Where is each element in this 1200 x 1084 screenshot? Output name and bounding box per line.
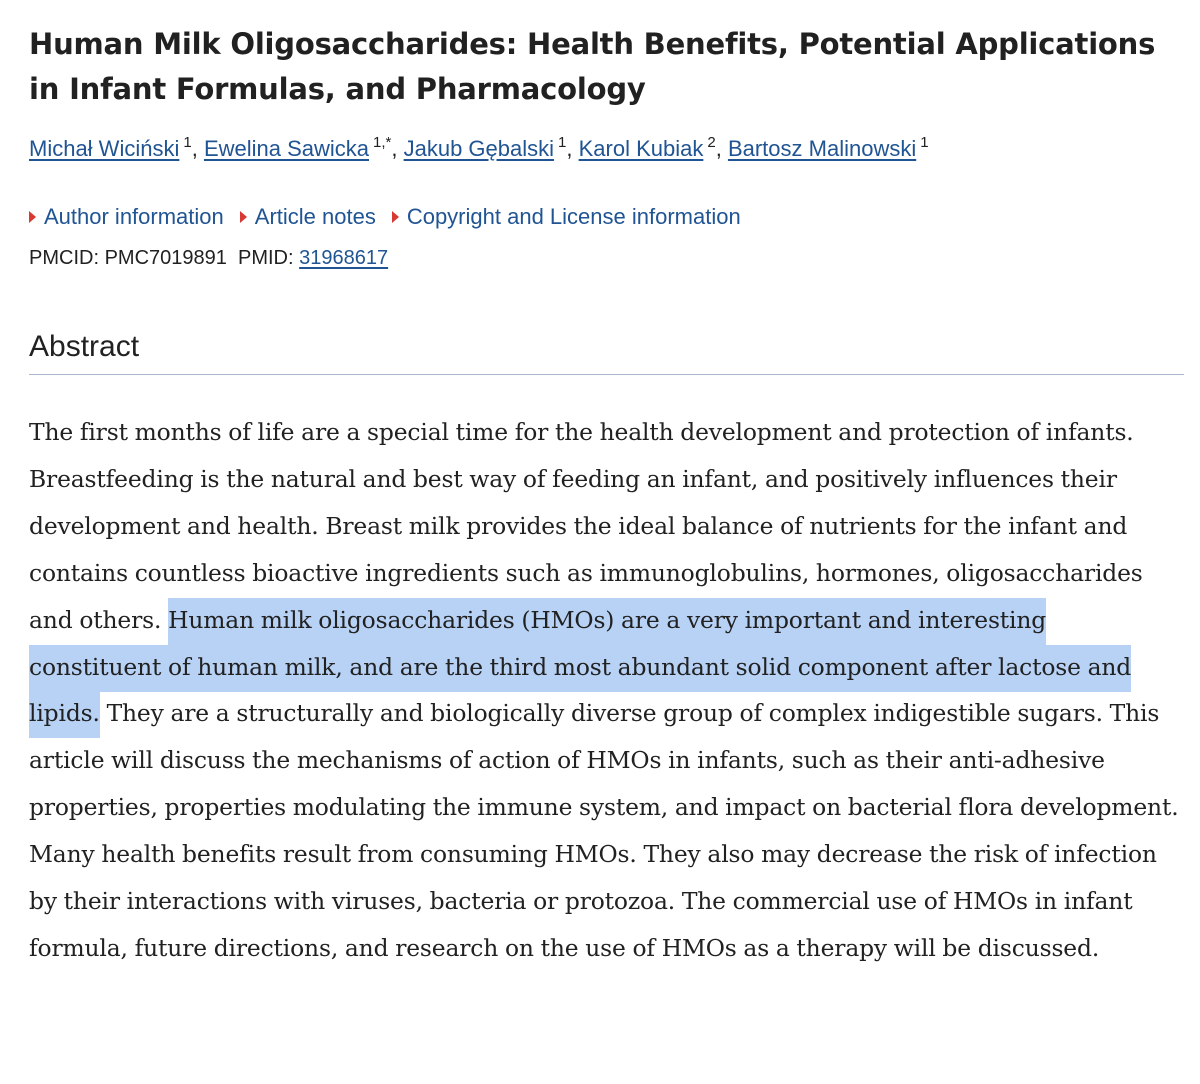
abstract-heading: Abstract xyxy=(29,327,1184,375)
abstract-text-part: The first months of life are a special time for the health development and protection of infants. Breastfeeding is the natural and best way of feeding an infant, and positively influences their development and health. Breast milk provides the ideal balance of nutrients for the infant and contains countless bioactive ingredients such as immunoglobulins, hormones, oligosaccharides and others. xyxy=(29,418,1143,634)
pmcid-value: PMC7019891 xyxy=(104,247,227,269)
expand-arrow-icon xyxy=(240,211,247,223)
author-link[interactable]: Bartosz Malinowski xyxy=(727,136,917,161)
copyright-license-toggle[interactable] xyxy=(392,202,741,232)
article-identifiers xyxy=(29,243,1184,273)
toggle-label: Author information xyxy=(44,204,224,229)
expand-arrow-icon xyxy=(29,211,36,223)
toggle-label: Article notes xyxy=(254,204,376,229)
expand-arrow-icon xyxy=(392,211,399,223)
author-affiliation: 1,* xyxy=(373,134,392,151)
author-list: Michał Wiciński $^1$, Ewelina Sawicka $^{1,*}$, Jakub Gębalski $^1$, Karol Kubiak $^2$, Bartosz Malinowski $^1$ xyxy=(29,134,929,161)
author-link[interactable]: Jakub Gębalski xyxy=(403,136,555,161)
highlighted-text-selection: Human milk oligosaccharides (HMOs) are a very important and interesting constituent of human milk, and are the third most abundant solid component after lactose and lipids. xyxy=(29,598,1131,739)
author-link[interactable]: Karol Kubiak xyxy=(578,136,704,161)
author-affiliation: 1 xyxy=(558,134,567,151)
toggle-label: Copyright and License information xyxy=(406,204,741,229)
author-affiliation: 2 xyxy=(707,134,716,151)
article-title: Human Milk Oligosaccharides: Health Benefits, Potential Applications in Infant Formulas, and Pharmacology xyxy=(29,27,1156,106)
author-link[interactable]: Ewelina Sawicka xyxy=(203,136,370,161)
article-info-toggles xyxy=(29,202,1184,232)
pmcid-label: PMCID: xyxy=(29,247,99,269)
author-affiliation: 1 xyxy=(920,134,929,151)
article-notes-toggle[interactable] xyxy=(240,202,376,232)
pmid-link[interactable]: 31968617 xyxy=(299,247,389,269)
author-affiliation: 1 xyxy=(183,134,192,151)
author-information-toggle[interactable] xyxy=(29,202,224,232)
abstract-text-part: They are a structurally and biologically diverse group of complex indigestible sugars. This article will discuss the mechanisms of action of HMOs in infants, such as their anti-adhesive properties, properties modulating the immune system, and impact on bacterial flora development. Many health benefits result from consuming HMOs. They also may decrease the risk of infection by their interactions with viruses, bacteria or protozoa. The commercial use of HMOs in infant formula, future directions, and research on the use of HMOs as a therapy will be discussed. xyxy=(29,699,1179,962)
abstract-text xyxy=(29,409,1179,972)
author-link[interactable]: Michał Wiciński xyxy=(29,136,180,161)
pmid-label: PMID: xyxy=(238,247,294,269)
